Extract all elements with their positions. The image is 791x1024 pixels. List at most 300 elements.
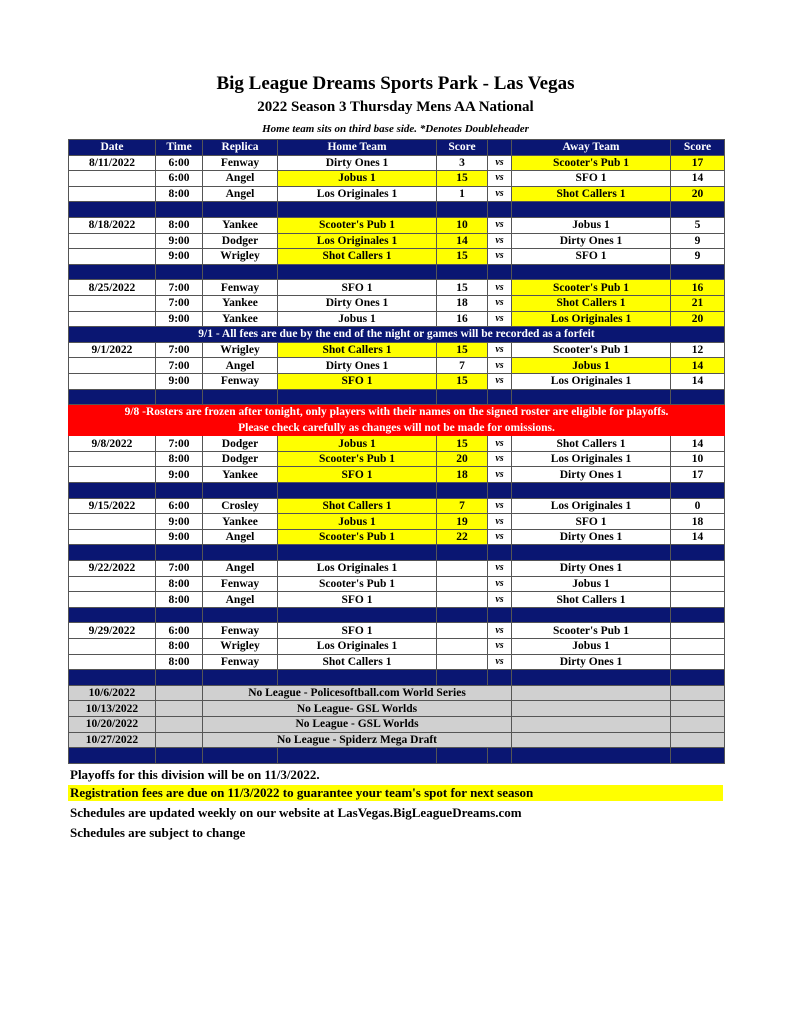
away-team: Jobus 1 — [512, 358, 671, 374]
separator-cell — [512, 389, 671, 405]
separator-cell — [488, 748, 512, 764]
empty-cell — [671, 732, 725, 748]
separator-cell — [512, 202, 671, 218]
away-team: SFO 1 — [512, 249, 671, 265]
home-score — [437, 623, 488, 639]
separator-cell — [671, 748, 725, 764]
home-score — [437, 576, 488, 592]
away-team: Dirty Ones 1 — [512, 467, 671, 483]
away-score: 12 — [671, 342, 725, 358]
home-score: 15 — [437, 436, 488, 452]
home-score: 15 — [437, 249, 488, 265]
separator-cell — [671, 670, 725, 686]
away-score: 5 — [671, 217, 725, 233]
separator-cell — [156, 748, 203, 764]
separator-cell — [512, 748, 671, 764]
separator-row — [69, 748, 725, 764]
home-score: 18 — [437, 467, 488, 483]
field-replica: Wrigley — [203, 249, 278, 265]
separator-cell — [156, 607, 203, 623]
versus-label: vs — [488, 592, 512, 608]
home-team: Jobus 1 — [278, 436, 437, 452]
home-team: SFO 1 — [278, 467, 437, 483]
field-replica: Fenway — [203, 280, 278, 296]
home-team: Los Originales 1 — [278, 186, 437, 202]
game-date — [69, 654, 156, 670]
away-score: 14 — [671, 171, 725, 187]
away-team: Scooter's Pub 1 — [512, 280, 671, 296]
game-date — [69, 639, 156, 655]
game-date — [69, 467, 156, 483]
game-date — [69, 373, 156, 389]
game-time: 9:00 — [156, 233, 203, 249]
versus-label: vs — [488, 171, 512, 187]
roster-notice: Please check carefully as changes will not be made for omissions. — [69, 420, 725, 436]
separator-cell — [671, 389, 725, 405]
column-header: Away Team — [512, 140, 671, 156]
separator-cell — [278, 389, 437, 405]
away-score: 9 — [671, 233, 725, 249]
game-time: 6:00 — [156, 171, 203, 187]
separator-cell — [488, 264, 512, 280]
field-replica: Angel — [203, 592, 278, 608]
home-team: Shot Callers 1 — [278, 654, 437, 670]
separator-cell — [671, 545, 725, 561]
away-team: Shot Callers 1 — [512, 436, 671, 452]
no-league-row — [69, 685, 725, 701]
home-team: Dirty Ones 1 — [278, 358, 437, 374]
separator-cell — [488, 202, 512, 218]
separator-cell — [671, 202, 725, 218]
separator-cell — [278, 607, 437, 623]
separator-row — [69, 202, 725, 218]
away-team: Dirty Ones 1 — [512, 654, 671, 670]
field-replica: Angel — [203, 171, 278, 187]
separator-cell — [278, 545, 437, 561]
game-date — [69, 171, 156, 187]
home-team: Jobus 1 — [278, 514, 437, 530]
versus-label: vs — [488, 436, 512, 452]
game-date: 9/29/2022 — [69, 623, 156, 639]
home-score: 20 — [437, 451, 488, 467]
versus-label: vs — [488, 233, 512, 249]
game-row — [69, 295, 725, 311]
game-time: 6:00 — [156, 498, 203, 514]
separator-cell — [437, 202, 488, 218]
home-score: 7 — [437, 498, 488, 514]
game-time: 8:00 — [156, 576, 203, 592]
versus-label: vs — [488, 155, 512, 171]
game-time: 9:00 — [156, 467, 203, 483]
column-header: Time — [156, 140, 203, 156]
playoffs-notice: Playoffs for this division will be on 11/3/2022. — [70, 767, 320, 782]
table-header-row — [69, 140, 725, 156]
separator-cell — [437, 389, 488, 405]
home-score: 15 — [437, 373, 488, 389]
versus-label: vs — [488, 498, 512, 514]
field-replica: Dodger — [203, 451, 278, 467]
home-team: Scooter's Pub 1 — [278, 451, 437, 467]
separator-cell — [156, 389, 203, 405]
away-score: 18 — [671, 514, 725, 530]
column-header: Home Team — [278, 140, 437, 156]
home-score — [437, 561, 488, 577]
game-row — [69, 171, 725, 187]
game-row — [69, 514, 725, 530]
roster-notice: 9/8 -Rosters are frozen after tonight, only players with their names on the signed roster are eligible for playoffs. — [69, 405, 725, 421]
separator-cell — [488, 670, 512, 686]
separator-cell — [512, 545, 671, 561]
separator-cell — [512, 670, 671, 686]
game-time: 6:00 — [156, 623, 203, 639]
away-score: 17 — [671, 467, 725, 483]
game-row — [69, 576, 725, 592]
away-team: Los Originales 1 — [512, 451, 671, 467]
home-team: Jobus 1 — [278, 311, 437, 327]
separator-cell — [437, 264, 488, 280]
separator-cell — [203, 670, 278, 686]
away-team: Dirty Ones 1 — [512, 233, 671, 249]
home-team: Scooter's Pub 1 — [278, 529, 437, 545]
no-league-row — [69, 701, 725, 717]
game-time: 7:00 — [156, 358, 203, 374]
away-score — [671, 592, 725, 608]
separator-cell — [156, 545, 203, 561]
game-row — [69, 436, 725, 452]
game-row — [69, 280, 725, 296]
field-replica: Fenway — [203, 623, 278, 639]
website-notice: Schedules are updated weekly on our website at LasVegas.BigLeagueDreams.com — [70, 805, 522, 820]
away-score: 16 — [671, 280, 725, 296]
empty-cell — [156, 685, 203, 701]
game-time: 8:00 — [156, 451, 203, 467]
separator-cell — [278, 264, 437, 280]
versus-label: vs — [488, 576, 512, 592]
game-date — [69, 451, 156, 467]
game-time: 9:00 — [156, 249, 203, 265]
game-time: 9:00 — [156, 514, 203, 530]
separator-row — [69, 607, 725, 623]
away-score: 21 — [671, 295, 725, 311]
game-row — [69, 529, 725, 545]
away-score: 20 — [671, 311, 725, 327]
game-time: 8:00 — [156, 592, 203, 608]
home-team: SFO 1 — [278, 592, 437, 608]
away-score: 14 — [671, 529, 725, 545]
away-score — [671, 654, 725, 670]
separator-cell — [69, 545, 156, 561]
separator-cell — [512, 483, 671, 499]
game-date: 9/22/2022 — [69, 561, 156, 577]
home-score — [437, 639, 488, 655]
versus-label: vs — [488, 623, 512, 639]
page-subtitle: 2022 Season 3 Thursday Mens AA National — [257, 99, 534, 115]
away-score: 9 — [671, 249, 725, 265]
separator-cell — [69, 748, 156, 764]
game-row — [69, 654, 725, 670]
fee-notice-row — [69, 327, 725, 343]
separator-cell — [488, 545, 512, 561]
game-date: 9/8/2022 — [69, 436, 156, 452]
empty-cell — [512, 716, 671, 732]
versus-label: vs — [488, 186, 512, 202]
home-score: 1 — [437, 186, 488, 202]
away-team: Jobus 1 — [512, 576, 671, 592]
separator-cell — [437, 607, 488, 623]
separator-cell — [278, 748, 437, 764]
no-league-row — [69, 716, 725, 732]
away-team: SFO 1 — [512, 514, 671, 530]
game-date — [69, 358, 156, 374]
no-league-date: 10/6/2022 — [69, 685, 156, 701]
separator-cell — [156, 670, 203, 686]
home-score: 16 — [437, 311, 488, 327]
home-score: 7 — [437, 358, 488, 374]
field-replica: Fenway — [203, 576, 278, 592]
game-time: 7:00 — [156, 436, 203, 452]
separator-cell — [203, 545, 278, 561]
game-date: 9/1/2022 — [69, 342, 156, 358]
empty-cell — [156, 716, 203, 732]
game-row — [69, 155, 725, 171]
home-team: Scooter's Pub 1 — [278, 576, 437, 592]
versus-label: vs — [488, 358, 512, 374]
versus-label: vs — [488, 249, 512, 265]
no-league-row — [69, 732, 725, 748]
field-replica: Angel — [203, 529, 278, 545]
separator-row — [69, 483, 725, 499]
field-replica: Dodger — [203, 233, 278, 249]
separator-cell — [437, 670, 488, 686]
home-score: 19 — [437, 514, 488, 530]
roster-notice-row — [69, 405, 725, 421]
separator-cell — [488, 483, 512, 499]
versus-label: vs — [488, 373, 512, 389]
separator-cell — [203, 202, 278, 218]
column-header: Score — [671, 140, 725, 156]
away-team: SFO 1 — [512, 171, 671, 187]
separator-cell — [156, 202, 203, 218]
home-score: 18 — [437, 295, 488, 311]
separator-cell — [437, 748, 488, 764]
game-date — [69, 311, 156, 327]
empty-cell — [671, 701, 725, 717]
home-team: Dirty Ones 1 — [278, 295, 437, 311]
separator-row — [69, 389, 725, 405]
separator-cell — [671, 483, 725, 499]
versus-label: vs — [488, 217, 512, 233]
column-header: Score — [437, 140, 488, 156]
field-replica: Yankee — [203, 514, 278, 530]
separator-cell — [69, 670, 156, 686]
game-row — [69, 249, 725, 265]
away-score: 14 — [671, 358, 725, 374]
column-header: Date — [69, 140, 156, 156]
home-score: 15 — [437, 280, 488, 296]
game-date — [69, 233, 156, 249]
versus-label: vs — [488, 295, 512, 311]
home-score: 14 — [437, 233, 488, 249]
game-time: 7:00 — [156, 561, 203, 577]
away-team: Scooter's Pub 1 — [512, 623, 671, 639]
empty-cell — [512, 685, 671, 701]
game-row — [69, 623, 725, 639]
separator-cell — [69, 202, 156, 218]
empty-cell — [512, 732, 671, 748]
schedule-table — [68, 139, 725, 764]
home-team: Shot Callers 1 — [278, 498, 437, 514]
versus-label: vs — [488, 342, 512, 358]
away-team: Los Originales 1 — [512, 373, 671, 389]
home-team: SFO 1 — [278, 280, 437, 296]
game-row — [69, 217, 725, 233]
away-score — [671, 639, 725, 655]
game-row — [69, 358, 725, 374]
game-date: 9/15/2022 — [69, 498, 156, 514]
game-time: 8:00 — [156, 639, 203, 655]
separator-cell — [69, 607, 156, 623]
away-score — [671, 623, 725, 639]
game-date: 8/11/2022 — [69, 155, 156, 171]
separator-cell — [488, 389, 512, 405]
game-row — [69, 467, 725, 483]
separator-cell — [671, 607, 725, 623]
home-team: Los Originales 1 — [278, 233, 437, 249]
game-row — [69, 592, 725, 608]
field-replica: Yankee — [203, 295, 278, 311]
separator-cell — [203, 389, 278, 405]
home-team: Los Originales 1 — [278, 639, 437, 655]
away-score: 10 — [671, 451, 725, 467]
home-team: Shot Callers 1 — [278, 342, 437, 358]
away-team: Jobus 1 — [512, 639, 671, 655]
empty-cell — [671, 716, 725, 732]
separator-cell — [671, 264, 725, 280]
empty-cell — [671, 685, 725, 701]
away-score: 14 — [671, 436, 725, 452]
game-row — [69, 186, 725, 202]
away-score: 0 — [671, 498, 725, 514]
no-league-text: No League - GSL Worlds — [203, 716, 512, 732]
versus-label: vs — [488, 654, 512, 670]
home-score: 15 — [437, 171, 488, 187]
game-date: 8/18/2022 — [69, 217, 156, 233]
separator-cell — [156, 264, 203, 280]
versus-label: vs — [488, 311, 512, 327]
game-time: 9:00 — [156, 529, 203, 545]
separator-cell — [437, 483, 488, 499]
field-replica: Fenway — [203, 373, 278, 389]
field-replica: Yankee — [203, 311, 278, 327]
game-time: 8:00 — [156, 217, 203, 233]
separator-cell — [203, 264, 278, 280]
empty-cell — [156, 701, 203, 717]
fee-notice: 9/1 - All fees are due by the end of the night or games will be recorded as a forfeit — [69, 327, 725, 343]
game-row — [69, 233, 725, 249]
game-time: 7:00 — [156, 280, 203, 296]
home-team: Scooter's Pub 1 — [278, 217, 437, 233]
schedule-note: Home team sits on third base side. *Denotes Doubleheader — [262, 123, 529, 135]
separator-cell — [203, 748, 278, 764]
empty-cell — [156, 732, 203, 748]
separator-cell — [203, 607, 278, 623]
game-date — [69, 592, 156, 608]
field-replica: Dodger — [203, 436, 278, 452]
separator-cell — [512, 264, 671, 280]
game-time: 9:00 — [156, 311, 203, 327]
no-league-date: 10/27/2022 — [69, 732, 156, 748]
away-team: Scooter's Pub 1 — [512, 342, 671, 358]
away-team: Scooter's Pub 1 — [512, 155, 671, 171]
versus-label: vs — [488, 451, 512, 467]
away-team: Jobus 1 — [512, 217, 671, 233]
separator-cell — [512, 607, 671, 623]
versus-label: vs — [488, 639, 512, 655]
separator-cell — [437, 545, 488, 561]
no-league-text: No League- GSL Worlds — [203, 701, 512, 717]
no-league-date: 10/20/2022 — [69, 716, 156, 732]
game-date — [69, 295, 156, 311]
game-date — [69, 186, 156, 202]
field-replica: Wrigley — [203, 342, 278, 358]
away-score — [671, 576, 725, 592]
game-date — [69, 576, 156, 592]
separator-cell — [156, 483, 203, 499]
field-replica: Wrigley — [203, 639, 278, 655]
no-league-text: No League - Policesoftball.com World Series — [203, 685, 512, 701]
empty-cell — [512, 701, 671, 717]
game-date — [69, 514, 156, 530]
home-score: 15 — [437, 342, 488, 358]
game-row — [69, 342, 725, 358]
home-score: 22 — [437, 529, 488, 545]
away-score — [671, 561, 725, 577]
change-notice: Schedules are subject to change — [70, 825, 246, 840]
separator-row — [69, 545, 725, 561]
separator-cell — [69, 389, 156, 405]
game-date — [69, 529, 156, 545]
game-row — [69, 498, 725, 514]
field-replica: Angel — [203, 561, 278, 577]
page-title: Big League Dreams Sports Park - Las Vegas — [216, 73, 575, 94]
roster-notice-row — [69, 420, 725, 436]
field-replica: Angel — [203, 358, 278, 374]
game-time: 7:00 — [156, 295, 203, 311]
home-team: SFO 1 — [278, 373, 437, 389]
versus-label: vs — [488, 467, 512, 483]
separator-cell — [278, 670, 437, 686]
registration-notice: Registration fees are due on 11/3/2022 to guarantee your team's spot for next season — [68, 785, 723, 801]
game-row — [69, 639, 725, 655]
away-team: Shot Callers 1 — [512, 186, 671, 202]
away-team: Dirty Ones 1 — [512, 529, 671, 545]
separator-cell — [278, 483, 437, 499]
separator-row — [69, 264, 725, 280]
column-header — [488, 140, 512, 156]
game-row — [69, 311, 725, 327]
field-replica: Angel — [203, 186, 278, 202]
home-score: 10 — [437, 217, 488, 233]
separator-cell — [488, 607, 512, 623]
away-team: Los Originales 1 — [512, 311, 671, 327]
away-team: Dirty Ones 1 — [512, 561, 671, 577]
home-team: Dirty Ones 1 — [278, 155, 437, 171]
versus-label: vs — [488, 561, 512, 577]
separator-cell — [69, 483, 156, 499]
column-header: Replica — [203, 140, 278, 156]
home-team: Shot Callers 1 — [278, 249, 437, 265]
separator-cell — [69, 264, 156, 280]
